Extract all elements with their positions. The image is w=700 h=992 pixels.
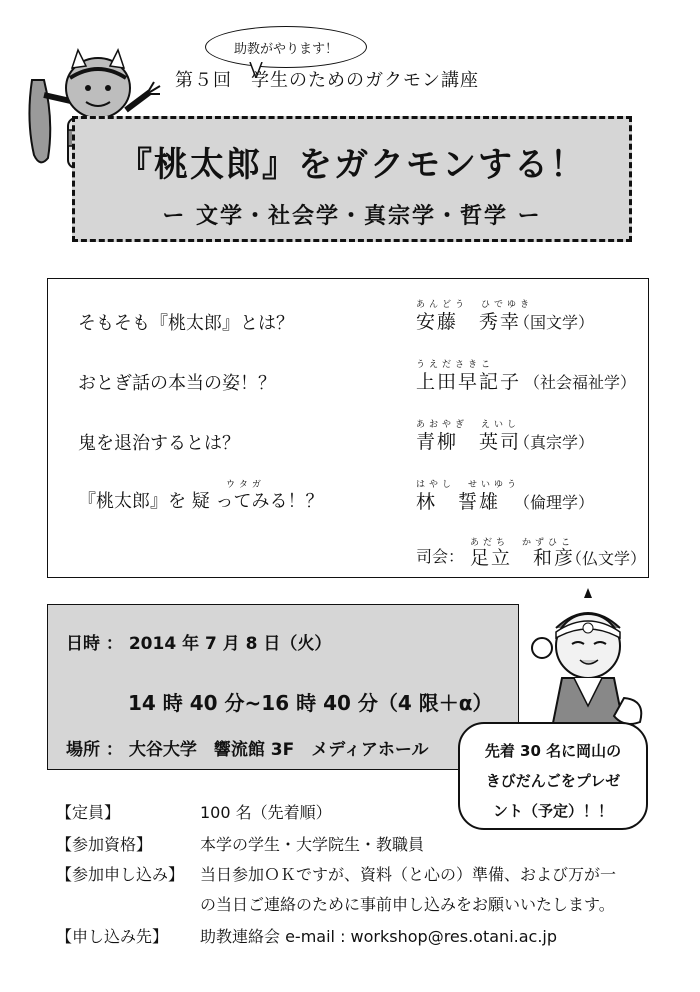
event-info-box	[47, 604, 519, 770]
promo-line-3: ント（予定）！！	[492, 802, 613, 820]
detail-application-value: 当日参加ＯＫですが、資料（と心の）準備、および万が一	[200, 865, 617, 884]
detail-capacity-label: 【定員】	[56, 803, 121, 822]
speaker-4-name: 林 誓雄	[416, 491, 501, 513]
speaker-program-box	[47, 278, 649, 578]
sub-title: ー 文学・社会学・真宗学・哲学 ー	[162, 204, 542, 229]
title-box	[72, 116, 632, 242]
main-title: 『桃太郎』をガクモンする！	[118, 145, 586, 185]
speaker-2-ruby: うえださきこ	[416, 360, 495, 370]
speaker-1-ruby: あんどう ひでゆき	[416, 300, 534, 310]
event-place: 場所 ： 大谷大学 響流館 3F メディアホール	[66, 740, 429, 760]
topic-4-title: 『桃太郎』を 疑 ってみる！？	[78, 491, 324, 512]
detail-application-label: 【参加申し込み】	[56, 865, 185, 884]
topic-1-title: そもそも『桃太郎』とは？	[78, 313, 294, 334]
promo-line-1: 先着 30 名に岡山の	[484, 742, 622, 760]
moderator-dept: （仏文学）	[566, 549, 647, 568]
topic-2-title: おとぎ話の本当の姿！？	[78, 373, 276, 394]
momotaro-illustration	[528, 588, 648, 728]
detail-eligibility-value: 本学の学生・大学院生・教職員	[200, 835, 425, 854]
series-title: 第５回 学生のためのガクモン講座	[175, 70, 479, 91]
detail-application-value-cont: の当日ご連絡のために事前申し込みをお願いいたします。	[200, 895, 615, 914]
speaker-3-ruby: あおやぎ えいし	[416, 420, 521, 430]
detail-eligibility-label: 【参加資格】	[56, 835, 153, 854]
moderator-ruby: あだち かずひこ	[470, 538, 575, 548]
topic-3-title: 鬼を退治するとは？	[78, 433, 240, 454]
speaker-2-dept: （社会福祉学）	[524, 373, 637, 392]
speaker-1-dept: （国文学）	[514, 313, 595, 332]
event-time: 14 時 40 分~16 時 40 分（4 限＋α）	[128, 691, 493, 715]
speaker-2-name: 上田早記子	[416, 371, 522, 393]
promo-speech-bubble	[458, 722, 648, 830]
speaker-1-name: 安藤 秀幸	[416, 311, 522, 333]
topic-4-ruby: ウタガ	[226, 480, 265, 490]
speaker-4-dept: （倫理学）	[514, 493, 595, 512]
moderator-name: 足立 和彦	[470, 547, 576, 569]
detail-contact-value: 助教連絡会 e-mail : workshop@res.otani.ac.jp	[200, 927, 558, 946]
speaker-3-dept: （真宗学）	[514, 433, 595, 452]
detail-capacity-value: 100 名（先着順）	[200, 803, 332, 822]
detail-contact-label: 【申し込み先】	[56, 927, 169, 946]
bubble-text: 助教がやります！	[233, 41, 338, 57]
speaker-4-ruby: はやし せいゆう	[416, 480, 521, 490]
assistant-speech-bubble	[205, 26, 367, 68]
speaker-3-name: 青柳 英司	[416, 431, 522, 453]
promo-line-2: きびだんごをプレゼ	[485, 772, 621, 790]
moderator-label: 司会：	[416, 547, 465, 566]
event-date: 日時 ： 2014 年 7 月 8 日（火）	[66, 634, 332, 654]
